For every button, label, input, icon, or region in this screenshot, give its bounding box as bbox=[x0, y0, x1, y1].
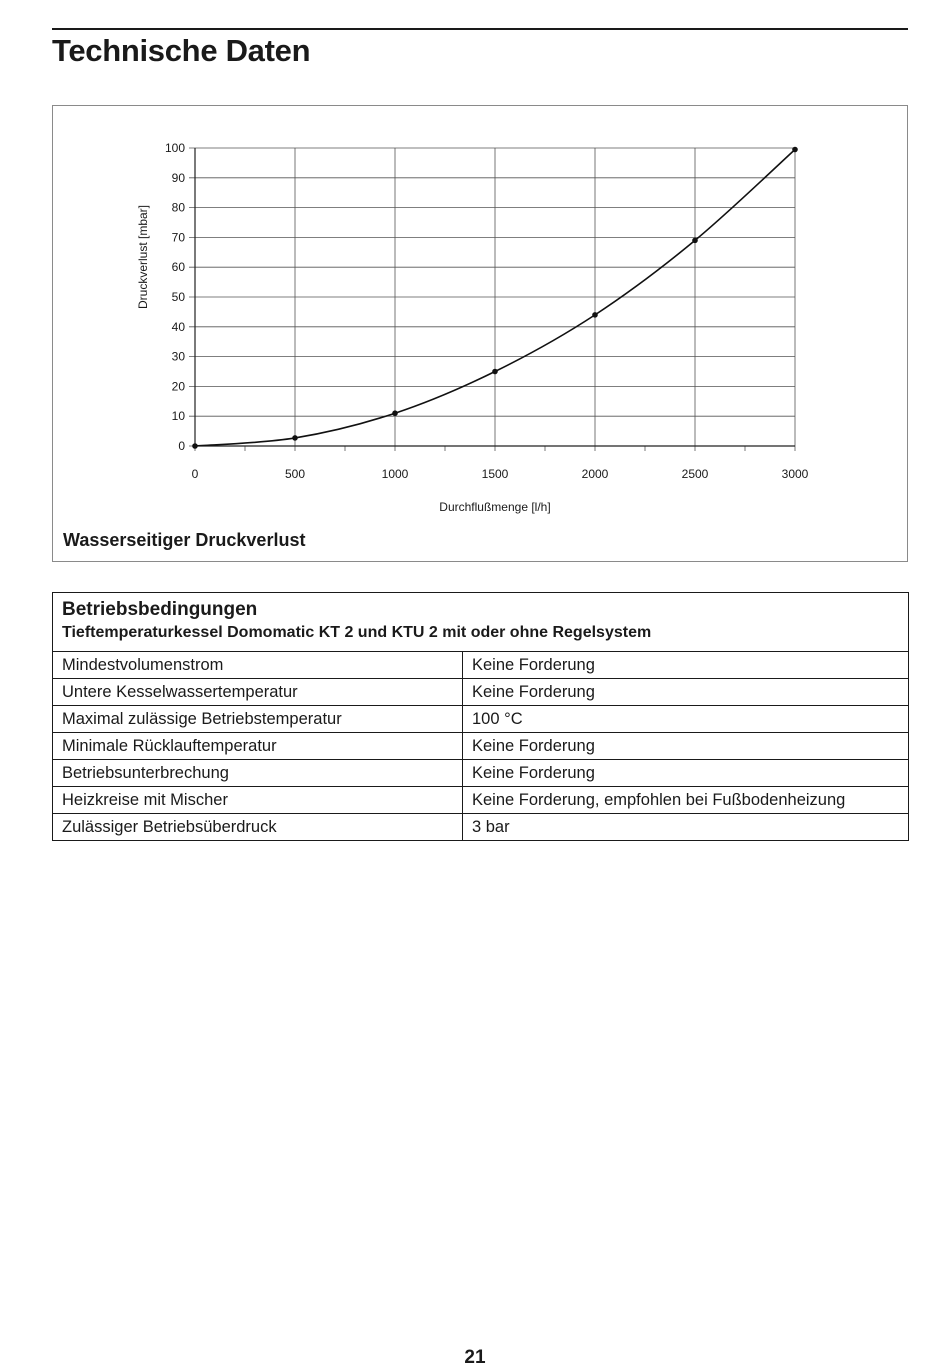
table-row bbox=[53, 814, 909, 841]
data-point bbox=[192, 443, 198, 449]
x-tick-label: 500 bbox=[284, 467, 306, 481]
page-number: 21 bbox=[464, 1347, 486, 1368]
data-point bbox=[292, 435, 298, 441]
condition-label: Maximal zulässige Betriebstemperatur bbox=[53, 706, 463, 733]
condition-label: Zulässiger Betriebsüberdruck bbox=[53, 814, 463, 841]
table-row bbox=[53, 652, 909, 679]
x-axis-label: Durchflußmenge [l/h] bbox=[439, 500, 551, 514]
pressure-loss-chart bbox=[53, 106, 907, 526]
condition-label: Minimale Rücklauftemperatur bbox=[53, 733, 463, 760]
page-title: Technische Daten bbox=[52, 33, 311, 68]
table-row bbox=[53, 787, 909, 814]
y-tick-label: 10 bbox=[171, 409, 185, 424]
chart-box bbox=[52, 105, 908, 562]
table-subtitle: Tieftemperaturkessel Domomatic KT 2 und KTU 2 mit oder ohne Regelsystem bbox=[62, 624, 652, 641]
y-tick-label: 70 bbox=[171, 230, 185, 245]
data-point bbox=[692, 238, 698, 244]
y-tick-label: 80 bbox=[171, 200, 185, 215]
data-point bbox=[792, 147, 798, 153]
condition-value: 3 bar bbox=[463, 814, 909, 841]
condition-label: Untere Kesselwassertemperatur bbox=[53, 679, 463, 706]
x-tick-label: 3000 bbox=[781, 467, 809, 481]
table-row bbox=[53, 760, 909, 787]
y-tick-label: 40 bbox=[171, 319, 185, 334]
x-tick-label: 1500 bbox=[481, 467, 509, 481]
condition-value: Keine Forderung, empfohlen bei Fußbodenheizung bbox=[463, 787, 909, 814]
table-header-cell bbox=[53, 593, 909, 652]
condition-value: Keine Forderung bbox=[463, 679, 909, 706]
y-tick-label: 50 bbox=[171, 290, 185, 304]
condition-label: Heizkreise mit Mischer bbox=[53, 787, 463, 814]
operating-conditions-table bbox=[52, 592, 909, 841]
y-tick-label: 60 bbox=[171, 260, 185, 275]
condition-value: Keine Forderung bbox=[463, 733, 909, 760]
y-tick-label: 0 bbox=[178, 439, 185, 453]
y-tick-label: 30 bbox=[171, 349, 185, 364]
condition-label: Betriebsunterbrechung bbox=[53, 760, 463, 787]
condition-value: Keine Forderung bbox=[463, 760, 909, 787]
condition-value: Keine Forderung bbox=[463, 652, 909, 679]
y-tick-label: 90 bbox=[171, 170, 185, 185]
table-header-row bbox=[53, 593, 909, 652]
table-row bbox=[53, 733, 909, 760]
table-row bbox=[53, 679, 909, 706]
top-rule bbox=[52, 28, 908, 30]
x-tick-label: 2500 bbox=[681, 467, 709, 481]
data-point bbox=[392, 410, 398, 416]
table-title: Betriebsbedingungen bbox=[62, 599, 258, 620]
condition-label: Mindestvolumenstrom bbox=[53, 652, 463, 679]
table-row bbox=[53, 706, 909, 733]
y-tick-label: 20 bbox=[171, 379, 185, 394]
condition-value: 100 °C bbox=[463, 706, 909, 733]
data-point bbox=[592, 312, 598, 318]
y-axis-label: Druckverlust [mbar] bbox=[136, 204, 150, 310]
x-tick-label: 1000 bbox=[381, 467, 409, 481]
x-tick-label: 0 bbox=[191, 467, 199, 481]
x-tick-label: 2000 bbox=[581, 467, 609, 481]
chart-caption: Wasserseitiger Druckverlust bbox=[63, 530, 306, 550]
y-tick-label: 100 bbox=[164, 141, 185, 155]
data-point bbox=[492, 369, 498, 375]
